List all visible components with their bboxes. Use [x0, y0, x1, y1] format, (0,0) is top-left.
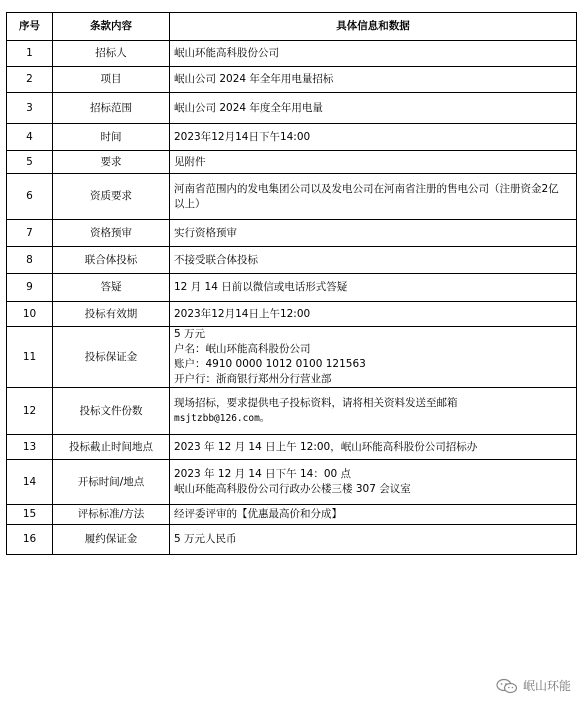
row-detail — [170, 124, 577, 151]
detail-line: 现场招标，要求提供电子投标资料，请将相关资料发送至邮箱 — [174, 397, 458, 409]
detail-line: 河南省范围内的发电集团公司以及发电公司在河南省注册的售电公司（注册资金2亿 — [174, 182, 559, 195]
row-item: 投标文件份数 — [53, 388, 170, 435]
detail-line: 岷山环能高科股份公司 — [174, 47, 279, 59]
detail-line: 开户行：浙商银行郑州分行营业部 — [174, 373, 332, 385]
row-number: 1 — [7, 41, 53, 67]
table-row — [7, 435, 577, 460]
row-detail — [170, 327, 577, 388]
table-row — [7, 274, 577, 302]
row-detail — [170, 247, 577, 274]
row-number: 5 — [7, 151, 53, 174]
row-item: 时间 — [53, 124, 170, 151]
detail-line: 账户：4910 0000 1012 0100 121563 — [174, 358, 366, 370]
row-detail — [170, 388, 577, 435]
row-item: 投标截止时间地点 — [53, 435, 170, 460]
detail-line: 2023年12月14日下午14:00 — [174, 130, 311, 143]
row-number: 16 — [7, 525, 53, 555]
detail-line: 5 万元人民币 — [174, 533, 237, 545]
row-item: 资质要求 — [53, 174, 170, 220]
detail-line: 5 万元 — [174, 328, 206, 340]
detail-line: 见附件 — [174, 155, 206, 168]
table-row — [7, 247, 577, 274]
row-item: 履约保证金 — [53, 525, 170, 555]
detail-line: 经评委评审的【优惠最高价和分成】 — [174, 508, 342, 520]
wechat-watermark — [496, 677, 571, 694]
table-row — [7, 460, 577, 505]
row-item: 招标人 — [53, 41, 170, 67]
table-row — [7, 525, 577, 555]
row-number: 14 — [7, 460, 53, 505]
row-item: 要求 — [53, 151, 170, 174]
row-number: 8 — [7, 247, 53, 274]
header-item: 条款内容 — [53, 13, 170, 41]
detail-line: 户名：岷山环能高科股份公司 — [174, 343, 311, 355]
detail-line: 不接受联合体投标 — [174, 253, 258, 266]
row-detail — [170, 505, 577, 525]
detail-line: 岷山公司 2024 年全年用电量招标 — [174, 73, 334, 85]
bid-info-table — [6, 12, 577, 555]
table-row — [7, 41, 577, 67]
row-item: 开标时间/地点 — [53, 460, 170, 505]
row-item: 投标保证金 — [53, 327, 170, 388]
row-number: 10 — [7, 302, 53, 327]
row-detail — [170, 220, 577, 247]
table-row — [7, 220, 577, 247]
table-row — [7, 327, 577, 388]
detail-line: 2023 年 12 月 14 日下午 14：00 点 — [174, 468, 352, 480]
detail-line: 岷山环能高科股份公司行政办公楼三楼 307 会议室 — [174, 483, 411, 495]
row-detail — [170, 274, 577, 302]
row-item: 投标有效期 — [53, 302, 170, 327]
row-number: 13 — [7, 435, 53, 460]
detail-line: 2023 年 12 月 14 日上午 12:00，岷山环能高科股份公司招标办 — [174, 440, 478, 453]
row-detail — [170, 151, 577, 174]
detail-line: 岷山公司 2024 年度全年用电量 — [174, 101, 323, 114]
table-row — [7, 302, 577, 327]
row-number: 4 — [7, 124, 53, 151]
row-detail — [170, 41, 577, 67]
header-no: 序号 — [7, 13, 53, 41]
row-number: 12 — [7, 388, 53, 435]
watermark-text: 岷山环能 — [522, 679, 571, 693]
row-number: 9 — [7, 274, 53, 302]
table-row — [7, 388, 577, 435]
row-item: 项目 — [53, 67, 170, 93]
table-row — [7, 124, 577, 151]
wechat-icon — [496, 678, 518, 694]
detail-line: 12 月 14 日前以微信或电话形式答疑 — [174, 281, 348, 293]
row-number: 3 — [7, 93, 53, 124]
row-number: 6 — [7, 174, 53, 220]
table-row — [7, 93, 577, 124]
row-item: 答疑 — [53, 274, 170, 302]
row-number: 15 — [7, 505, 53, 525]
row-detail — [170, 174, 577, 220]
table-row — [7, 505, 577, 525]
row-detail — [170, 435, 577, 460]
row-detail — [170, 525, 577, 555]
table-row — [7, 151, 577, 174]
detail-line: 实行资格预审 — [174, 226, 237, 239]
detail-line: 2023年12月14日上午12:00 — [174, 307, 311, 320]
row-item: 评标标准/方法 — [53, 505, 170, 525]
detail-line: 以上） — [174, 197, 206, 210]
row-item: 招标范围 — [53, 93, 170, 124]
row-detail — [170, 460, 577, 505]
row-number: 7 — [7, 220, 53, 247]
row-detail — [170, 67, 577, 93]
header-detail: 具体信息和数据 — [170, 13, 577, 41]
row-item: 联合体投标 — [53, 247, 170, 274]
row-number: 2 — [7, 67, 53, 93]
row-detail — [170, 93, 577, 124]
row-number: 11 — [7, 327, 53, 388]
row-detail — [170, 302, 577, 327]
detail-line: msjtzbb@126.com。 — [174, 413, 270, 424]
table-header-row — [7, 13, 577, 41]
table-row — [7, 67, 577, 93]
table-row — [7, 174, 577, 220]
row-item: 资格预审 — [53, 220, 170, 247]
